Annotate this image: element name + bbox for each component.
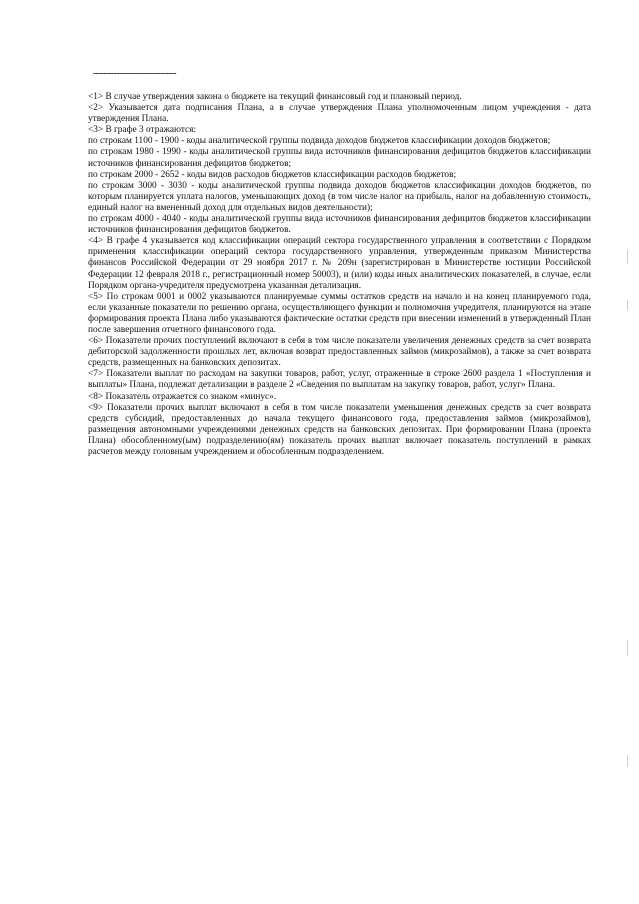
footnote-1: <1> В случае утверждения закона о бюджете на текущий финансовый год и плановый период. [88,92,462,102]
footnote-9: <9> Показатели прочих выплат включают в себя в том числе показатели уменьшения денежных средств за счет возврата средств субсидий, предоставленных до начала текущего финансового года, предоставления займов (микрозаймов), размещения автономными учреждениями денежных средств на банковских депозитах. При формировании Плана (проекта Плана) обособленному(ым) подразделению(ям) показатель прочих выплат включает показатель поступлений в рамках расчетов между головным учреждением и обособленным подразделением. [88,402,591,457]
footnote-3-rows-3000-3030: по строкам 3000 - 3030 - коды аналитической группы подвида доходов бюджетов классификации доходов бюджетов, по которым планируется уплата налогов, уменьшающих доход (в том числе налог на прибыль, налог на добавленную стоимость, единый налог на вмененный доход для отдельных видов деятельности); [88,180,591,213]
scan-edge-mark [627,640,628,656]
footnote-3-rows-2000-2652: по строкам 2000 - 2652 - коды видов расходов бюджетов классификации расходов бюджетов; [88,169,457,180]
scan-edge-mark [627,300,628,310]
footnote-5: <5> По строкам 0001 и 0002 указываются планируемые суммы остатков средств на начало и на конец планируемого года, если указанные показатели по решению органа, осуществляющего функции и полномочия учредителя, планируются на этапе формирования проекта Плана либо указываются фактические остатки средств при внесении изменений в утвержденный План после завершения отчетного финансового года. [88,291,591,335]
scan-edge-mark [627,755,628,767]
footnote-separator: -------------------------------- [93,68,177,78]
footnote-2: <2> Указывается дата подписания Плана, а в случае утверждения Плана уполномоченным лицом учреждения - дата утверждения Плана. [88,103,591,125]
footnotes-block [88,92,591,458]
footnote-3-rows-1980-1990: по строкам 1980 - 1990 - коды аналитической группы вида источников финансирования дефицитов бюджетов классификации источников финансирования дефицитов бюджетов; [88,147,591,169]
footnote-8: <8> Показатель отражается со знаком «минус». [88,391,277,402]
footnote-6: <6> Показатели прочих поступлений включают в себя в том числе показатели увеличения денежных средств за счет возврата дебиторской задолженности прошлых лет, включая возврат предоставленных займов (микрозаймов), а также за счет возврата средств, размещенных на банковских депозитах. [88,336,591,369]
footnote-4: <4> В графе 4 указывается код классификации операций сектора государственного управления в соответствии с Порядком применения классификации операций сектора государственного управления, утвержденным приказом Министерства финансов Российской Федерации от 29 ноября 2017 г. № 209н (зарегистрирован в Министерстве юстиции Российской Федерации 12 февраля 2018 г., регистрационный номер 50003), и (или) коды иных аналитических показателей, в случае, если Порядком органа-учредителя предусмотрена указанная детализация. [88,236,591,291]
footnote-7: <7> Показатели выплат по расходам на закупки товаров, работ, услуг, отраженные в строке 2600 раздела 1 «Поступления и выплаты» Плана, подлежат детализации в разделе 2 «Сведения по выплатам на закупку товаров, работ, услуг» Плана. [88,369,591,391]
scan-edge-mark [627,250,628,264]
footnote-3: <3> В графе 3 отражаются: [88,125,197,136]
footnote-3-rows-4000-4040: по строкам 4000 - 4040 - коды аналитической группы вида источников финансирования дефицитов бюджетов классификации источников финансирования дефицитов бюджетов. [88,214,591,236]
footnote-3-rows-1100-1900: по строкам 1100 - 1900 - коды аналитической группы подвида доходов бюджетов классификации доходов бюджетов; [88,136,551,147]
